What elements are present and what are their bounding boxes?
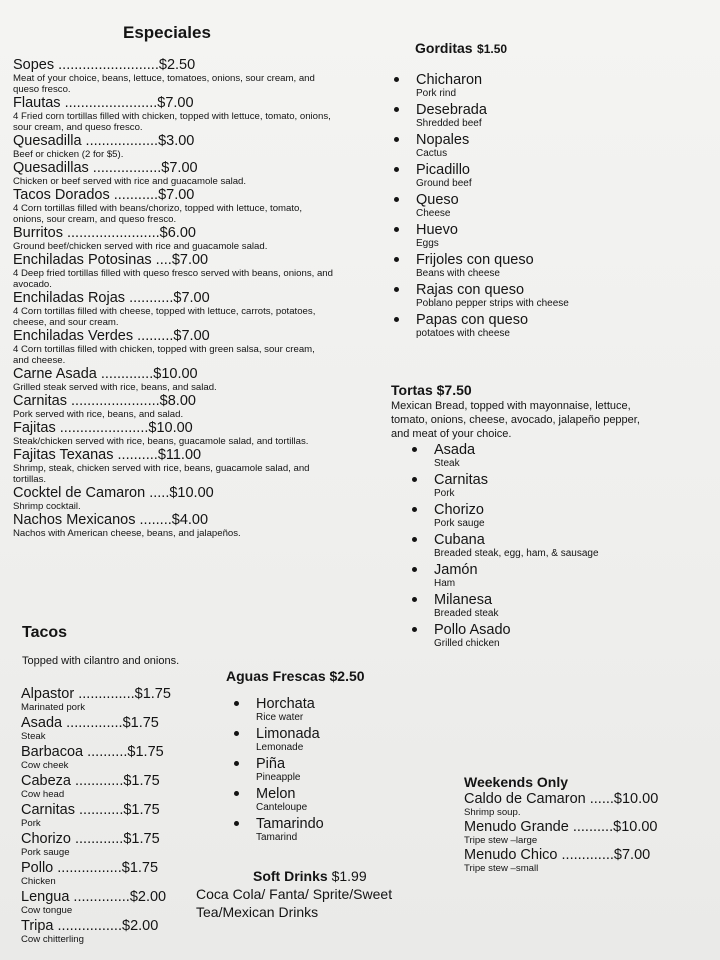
bullet-icon bbox=[412, 537, 417, 542]
menu-item-description: Nachos with American cheese, beans, and jalapeños. bbox=[13, 528, 241, 539]
menu-item-name: Enchiladas Rojas bbox=[13, 290, 126, 306]
weekends-heading: Weekends Only bbox=[464, 774, 569, 790]
list-item-description: Eggs bbox=[416, 238, 439, 249]
menu-item-description: 4 Corn tortillas filled with chicken, topped with green salsa, sour cream, and cheese. bbox=[13, 344, 315, 366]
menu-item-line bbox=[13, 448, 333, 463]
menu-item-description: Pork served with rice, beans, and salad. bbox=[13, 409, 184, 420]
menu-item-price: $2.00 bbox=[122, 918, 159, 934]
menu-item-price: $1.75 bbox=[127, 744, 164, 760]
list-item bbox=[434, 472, 599, 500]
tacos-subtitle: Topped with cilantro and onions. bbox=[22, 655, 180, 667]
menu-item bbox=[464, 792, 704, 818]
list-item-description: potatoes with cheese bbox=[416, 328, 510, 339]
menu-item-line bbox=[464, 820, 704, 835]
menu-item-line bbox=[21, 803, 211, 818]
menu-item-dots: ............ bbox=[70, 831, 124, 847]
menu-item-dots: ........... bbox=[109, 187, 159, 203]
menu-item bbox=[464, 848, 704, 874]
menu-item-dots: .............. bbox=[74, 686, 135, 702]
menu-item-price: $10.00 bbox=[148, 420, 193, 436]
menu-item-description: Shrimp soup. bbox=[464, 807, 521, 818]
menu-item bbox=[13, 96, 333, 133]
menu-item-description: Marinated pork bbox=[21, 702, 85, 713]
list-item bbox=[256, 756, 324, 784]
gorditas-list bbox=[416, 72, 569, 342]
list-item-description: Pork bbox=[434, 488, 455, 499]
list-item-name: Nopales bbox=[416, 132, 470, 148]
list-item-description: Grilled chicken bbox=[434, 638, 500, 649]
menu-item bbox=[13, 253, 333, 290]
menu-item-name: Sopes bbox=[13, 57, 55, 73]
menu-item-name: Tacos Dorados bbox=[13, 187, 110, 203]
list-item-description: Pork rind bbox=[416, 88, 457, 99]
list-item bbox=[416, 312, 569, 340]
weekends-list bbox=[464, 792, 704, 876]
menu-item-dots: ................. bbox=[88, 160, 162, 176]
menu-item bbox=[21, 919, 211, 945]
menu-item-name: Fajitas Texanas bbox=[13, 447, 114, 463]
list-item-description: Poblano pepper strips with cheese bbox=[416, 298, 569, 309]
menu-item-price: $1.75 bbox=[122, 715, 159, 731]
menu-item-name: Enchiladas Potosinas bbox=[13, 252, 152, 268]
menu-item-line bbox=[13, 486, 333, 501]
menu-item-line bbox=[21, 919, 211, 934]
menu-item-description: Meat of your choice, beans, lettuce, tomatoes, onions, sour cream, and queso fresco. bbox=[13, 73, 315, 95]
menu-item-description: Pork sauge bbox=[21, 847, 70, 858]
menu-item bbox=[13, 58, 333, 95]
menu-item-description: Cow head bbox=[21, 789, 65, 800]
menu-item-name: Enchiladas Verdes bbox=[13, 328, 134, 344]
bullet-icon bbox=[234, 821, 239, 826]
menu-item-line bbox=[13, 367, 333, 382]
list-item-name: Queso bbox=[416, 192, 459, 208]
menu-item-dots: ................ bbox=[53, 918, 122, 934]
menu-item-name: Carne Asada bbox=[13, 366, 97, 382]
list-item bbox=[434, 442, 599, 470]
list-item bbox=[256, 726, 324, 754]
tacos-list bbox=[21, 687, 211, 948]
bullet-icon bbox=[412, 627, 417, 632]
bullet-icon bbox=[412, 567, 417, 572]
list-item bbox=[416, 102, 569, 130]
menu-item-line bbox=[21, 861, 211, 876]
list-item bbox=[434, 622, 599, 650]
menu-item-line bbox=[21, 774, 211, 789]
menu-item-line bbox=[464, 848, 704, 863]
list-item-description: Tamarind bbox=[256, 832, 298, 843]
menu-item-dots: .... bbox=[151, 252, 172, 268]
menu-item bbox=[13, 448, 333, 485]
tortas-description: Mexican Bread, topped with mayonnaise, lettuce, tomato, onions, cheese, avocado, jalapeño pepper, and meat of your choice. bbox=[391, 400, 640, 440]
list-item-description: Cheese bbox=[416, 208, 451, 219]
list-item-name: Huevo bbox=[416, 222, 458, 238]
menu-item bbox=[464, 820, 704, 846]
list-item bbox=[434, 562, 599, 590]
menu-item-price: $10.00 bbox=[169, 485, 214, 501]
menu-item-line bbox=[13, 394, 333, 409]
menu-item-name: Caldo de Camaron bbox=[464, 791, 586, 807]
menu-item-price: $4.00 bbox=[171, 512, 209, 528]
menu-item-description: 4 Corn tortillas filled with beans/chorizo, topped with lettuce, tomato, onions, sour cream, and queso fresco. bbox=[13, 203, 303, 225]
tortas-heading: Tortas $7.50 bbox=[391, 382, 472, 398]
list-item-name: Pollo Asado bbox=[434, 622, 511, 638]
menu-item-name: Fajitas bbox=[13, 420, 56, 436]
menu-item-dots: .......... bbox=[83, 744, 128, 760]
menu-item-price: $6.00 bbox=[159, 225, 196, 241]
menu-item-name: Menudo Chico bbox=[464, 847, 558, 863]
menu-item-price: $1.75 bbox=[123, 831, 160, 847]
menu-item-price: $7.00 bbox=[161, 160, 198, 176]
menu-item-line bbox=[13, 58, 333, 73]
list-item-description: Shredded beef bbox=[416, 118, 482, 129]
menu-item-price: $2.50 bbox=[158, 57, 196, 73]
menu-item bbox=[21, 832, 211, 858]
list-item-name: Melon bbox=[256, 786, 296, 802]
menu-item-name: Carnitas bbox=[13, 393, 67, 409]
menu-item-dots: ........... bbox=[125, 290, 174, 306]
menu-item-price: $7.00 bbox=[173, 328, 210, 344]
list-item-name: Milanesa bbox=[434, 592, 493, 608]
list-item bbox=[416, 282, 569, 310]
menu-item-description: Shrimp, steak, chicken served with rice, beans, guacamole salad, and tortillas. bbox=[13, 463, 310, 485]
list-item-name: Jamón bbox=[434, 562, 478, 578]
menu-item bbox=[21, 716, 211, 742]
menu-item-description: Grilled steak served with rice, beans, and salad. bbox=[13, 382, 217, 393]
menu-item-name: Menudo Grande bbox=[464, 819, 569, 835]
bullet-icon bbox=[394, 227, 399, 232]
list-item-name: Asada bbox=[434, 442, 476, 458]
bullet-icon bbox=[234, 761, 239, 766]
menu-item-price: $7.00 bbox=[173, 290, 210, 306]
list-item-description: Cactus bbox=[416, 148, 448, 159]
menu-item-name: Nachos Mexicanos bbox=[13, 512, 136, 528]
bullet-icon bbox=[394, 167, 399, 172]
menu-item-name: Tripa bbox=[21, 918, 54, 934]
soft-drinks-line-2: Tea/Mexican Drinks bbox=[196, 904, 319, 920]
list-item-name: Desebrada bbox=[416, 102, 487, 118]
menu-item-dots: ............. bbox=[557, 847, 614, 863]
menu-item bbox=[13, 291, 333, 328]
menu-item-price: $10.00 bbox=[153, 366, 198, 382]
menu-item-description: 4 Deep fried tortillas filled with queso fresco served with beans, onions, and avocado. bbox=[13, 268, 333, 290]
menu-item-dots: ............. bbox=[96, 366, 154, 382]
menu-item-price: $7.00 bbox=[157, 95, 194, 111]
bullet-icon bbox=[234, 731, 239, 736]
menu-item-dots: .................. bbox=[81, 133, 159, 149]
list-item bbox=[434, 532, 599, 560]
list-item-name: Frijoles con queso bbox=[416, 252, 534, 268]
especiales-list bbox=[13, 58, 333, 540]
soft-drinks-price: $1.99 bbox=[331, 868, 367, 884]
menu-item bbox=[21, 803, 211, 829]
bullet-icon bbox=[394, 257, 399, 262]
gorditas-title: Gorditas bbox=[415, 40, 473, 56]
menu-item-dots: ......................... bbox=[54, 57, 159, 73]
menu-item-description: Ground beef/chicken served with rice and guacamole salad. bbox=[13, 241, 268, 252]
menu-item-name: Burritos bbox=[13, 225, 63, 241]
list-item-name: Chorizo bbox=[434, 502, 484, 518]
tortas-list bbox=[434, 442, 599, 652]
menu-item bbox=[13, 513, 333, 539]
list-item-name: Rajas con queso bbox=[416, 282, 525, 298]
menu-item-description: Chicken or beef served with rice and guacamole salad. bbox=[13, 176, 247, 187]
list-item bbox=[416, 192, 569, 220]
menu-item-price: $7.00 bbox=[171, 252, 209, 268]
list-item-description: Breaded steak bbox=[434, 608, 499, 619]
menu-item-dots: .............. bbox=[69, 889, 130, 905]
menu-item-price: $10.00 bbox=[613, 819, 658, 835]
menu-item-dots: ........ bbox=[135, 512, 172, 528]
menu-item-price: $7.00 bbox=[158, 187, 195, 203]
menu-item-price: $2.00 bbox=[129, 889, 167, 905]
menu-item-description: Cow tongue bbox=[21, 905, 73, 916]
gorditas-price: $1.50 bbox=[477, 42, 508, 56]
menu-item-dots: .............. bbox=[62, 715, 123, 731]
menu-item-description: Beef or chicken (2 for $5). bbox=[13, 149, 124, 160]
list-item-name: Cubana bbox=[434, 532, 485, 548]
menu-item-line bbox=[21, 716, 211, 731]
menu-item-dots: .......... bbox=[113, 447, 158, 463]
menu-item-line bbox=[13, 134, 333, 149]
bullet-icon bbox=[394, 77, 399, 82]
menu-item-line bbox=[13, 226, 333, 241]
menu-item-line bbox=[13, 188, 333, 203]
list-item bbox=[256, 696, 324, 724]
list-item bbox=[416, 252, 569, 280]
list-item bbox=[256, 816, 324, 844]
list-item bbox=[416, 222, 569, 250]
menu-item-dots: ................ bbox=[53, 860, 122, 876]
bullet-icon bbox=[234, 701, 239, 706]
menu-item-description: 4 Corn tortillas filled with cheese, topped with lettuce, carrots, potatoes, cheese, and sour cream. bbox=[13, 306, 316, 328]
menu-item-description: Steak/chicken served with rice, beans, guacamole salad, and tortillas. bbox=[13, 436, 309, 447]
menu-item-line bbox=[21, 832, 211, 847]
menu-item bbox=[13, 329, 333, 366]
menu-item-dots: ........... bbox=[75, 802, 124, 818]
bullet-icon bbox=[412, 507, 417, 512]
menu-item-line bbox=[13, 253, 333, 268]
menu-item bbox=[21, 745, 211, 771]
menu-item-name: Lengua bbox=[21, 889, 70, 905]
menu-item-description: Tripe stew –small bbox=[464, 863, 539, 874]
especiales-heading: Especiales bbox=[123, 23, 211, 42]
bullet-icon bbox=[412, 597, 417, 602]
bullet-icon bbox=[394, 287, 399, 292]
menu-item-name: Barbacoa bbox=[21, 744, 84, 760]
menu-item-dots: ...................... bbox=[67, 393, 160, 409]
menu-item-line bbox=[21, 890, 211, 905]
menu-item bbox=[13, 161, 333, 187]
tacos-heading: Tacos bbox=[22, 624, 68, 641]
list-item bbox=[416, 132, 569, 160]
menu-item-dots: ......... bbox=[133, 328, 174, 344]
menu-item-line bbox=[13, 513, 333, 528]
soft-drinks-list bbox=[196, 885, 392, 921]
bullet-icon bbox=[394, 137, 399, 142]
list-item-name: Carnitas bbox=[434, 472, 488, 488]
list-item-name: Picadillo bbox=[416, 162, 470, 178]
bullet-icon bbox=[412, 477, 417, 482]
soft-drinks-title: Soft Drinks bbox=[253, 868, 328, 884]
list-item-name: Limonada bbox=[256, 726, 320, 742]
menu-item-line bbox=[21, 745, 211, 760]
menu-item-price: $1.75 bbox=[123, 773, 160, 789]
menu-item-price: $11.00 bbox=[157, 447, 202, 463]
menu-item-line bbox=[13, 291, 333, 306]
list-item-description: Ham bbox=[434, 578, 456, 589]
list-item-description: Lemonade bbox=[256, 742, 304, 753]
menu-item-description: 4 Fried corn tortillas filled with chicken, topped with lettuce, tomato, onions, sour cream, and queso fresco. bbox=[13, 111, 331, 133]
list-item bbox=[434, 502, 599, 530]
list-item-description: Canteloupe bbox=[256, 802, 308, 813]
menu-item-line bbox=[13, 96, 333, 111]
bullet-icon bbox=[394, 107, 399, 112]
menu-item-price: $3.00 bbox=[158, 133, 195, 149]
gorditas-heading bbox=[415, 40, 507, 58]
list-item-description: Steak bbox=[434, 458, 460, 469]
menu-item-description: Pork bbox=[21, 818, 41, 829]
menu-item bbox=[13, 486, 333, 512]
menu-item-price: $1.75 bbox=[123, 802, 160, 818]
bullet-icon bbox=[394, 197, 399, 202]
list-item-name: Horchata bbox=[256, 696, 315, 712]
menu-item-name: Pollo bbox=[21, 860, 54, 876]
menu-item bbox=[21, 774, 211, 800]
menu-item bbox=[13, 394, 333, 420]
menu-item bbox=[13, 367, 333, 393]
list-item-description: Rice water bbox=[256, 712, 304, 723]
menu-item-description: Cow chitterling bbox=[21, 934, 84, 945]
menu-item-price: $7.00 bbox=[613, 847, 651, 863]
soft-drinks-heading bbox=[253, 868, 367, 884]
menu-item bbox=[21, 861, 211, 887]
menu-item bbox=[13, 226, 333, 252]
bullet-icon bbox=[234, 791, 239, 796]
menu-item-dots: ....................... bbox=[60, 95, 158, 111]
menu-item-line bbox=[21, 687, 211, 702]
menu-item bbox=[13, 134, 333, 160]
menu-item bbox=[21, 687, 211, 713]
menu-item-description: Shrimp cocktail. bbox=[13, 501, 81, 512]
menu-item-name: Asada bbox=[21, 715, 63, 731]
menu-item-price: $1.75 bbox=[134, 686, 171, 702]
menu-item bbox=[13, 421, 333, 447]
list-item-description: Pineapple bbox=[256, 772, 301, 783]
menu-item-line bbox=[464, 792, 704, 807]
list-item-name: Tamarindo bbox=[256, 816, 324, 832]
menu-item-dots: ....................... bbox=[62, 225, 160, 241]
menu-item-name: Cocktel de Camaron bbox=[13, 485, 146, 501]
menu-item-description: Steak bbox=[21, 731, 46, 742]
list-item-name: Papas con queso bbox=[416, 312, 529, 328]
aguas-heading: Aguas Frescas $2.50 bbox=[226, 668, 365, 684]
menu-item-dots: ...................... bbox=[55, 420, 149, 436]
list-item-name: Piña bbox=[256, 756, 286, 772]
bullet-icon bbox=[394, 317, 399, 322]
list-item-description: Beans with cheese bbox=[416, 268, 500, 279]
menu-item-name: Quesadillas bbox=[13, 160, 89, 176]
menu-item-name: Cabeza bbox=[21, 773, 71, 789]
menu-item-name: Quesadilla bbox=[13, 133, 82, 149]
menu-item-name: Alpastor bbox=[21, 686, 75, 702]
menu-item-line bbox=[13, 161, 333, 176]
menu-item-dots: ..... bbox=[145, 485, 170, 501]
menu-item-dots: ...... bbox=[585, 791, 614, 807]
menu-item-price: $10.00 bbox=[613, 791, 659, 807]
soft-drinks-line-1: Coca Cola/ Fanta/ Sprite/Sweet bbox=[196, 886, 393, 902]
menu-item bbox=[21, 890, 211, 916]
menu-item-name: Chorizo bbox=[21, 831, 71, 847]
list-item-description: Ground beef bbox=[416, 178, 472, 189]
menu-item-line bbox=[13, 329, 333, 344]
menu-item-name: Carnitas bbox=[21, 802, 75, 818]
list-item bbox=[434, 592, 599, 620]
bullet-icon bbox=[412, 447, 417, 452]
menu-item-price: $8.00 bbox=[159, 393, 196, 409]
list-item bbox=[416, 72, 569, 100]
aguas-list bbox=[256, 696, 324, 846]
menu-item-line bbox=[13, 421, 333, 436]
list-item-description: Pork sauge bbox=[434, 518, 485, 529]
menu-item-dots: ............ bbox=[70, 773, 124, 789]
menu-item-dots: .......... bbox=[568, 819, 614, 835]
list-item-description: Breaded steak, egg, ham, & sausage bbox=[434, 548, 599, 559]
list-item bbox=[256, 786, 324, 814]
list-item bbox=[416, 162, 569, 190]
menu-item-description: Tripe stew –large bbox=[464, 835, 538, 846]
list-item-name: Chicharon bbox=[416, 72, 483, 88]
menu-item bbox=[13, 188, 333, 225]
menu-item-name: Flautas bbox=[13, 95, 61, 111]
menu-item-price: $1.75 bbox=[121, 860, 159, 876]
menu-item-description: Chicken bbox=[21, 876, 56, 887]
menu-item-description: Cow cheek bbox=[21, 760, 69, 771]
